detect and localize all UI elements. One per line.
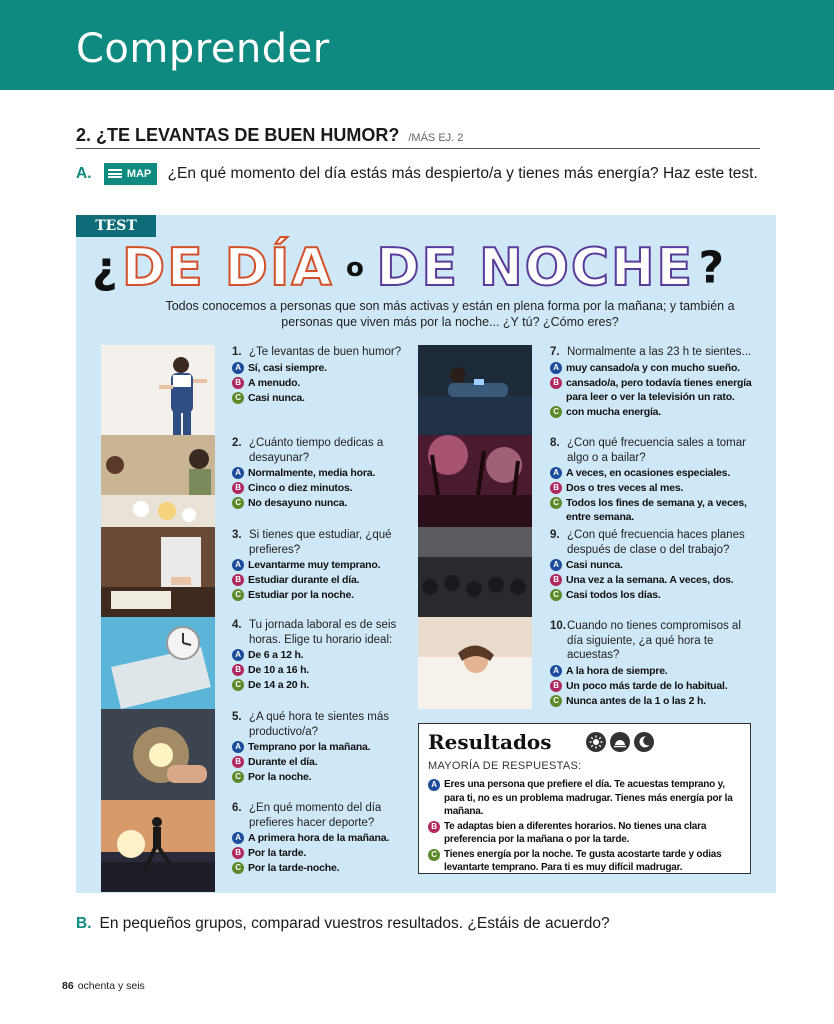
option-text: Temprano por la mañana.	[248, 741, 371, 753]
part-a-instruction	[76, 163, 766, 185]
option-text: No desayuno nunca.	[248, 497, 348, 509]
option-letter-a: A	[550, 665, 562, 677]
question-8	[550, 436, 765, 524]
option-c[interactable]	[550, 496, 765, 524]
results-subtitle: MAYORÍA DE RESPUESTAS:	[428, 760, 582, 772]
option-text: Normalmente, media hora.	[248, 467, 376, 479]
option-letter-b: B	[232, 847, 244, 859]
option-letter-a: A	[232, 832, 244, 844]
question-text: Tu jornada laboral es de seis horas. Elige tu horario ideal:	[249, 619, 397, 646]
question-5	[232, 710, 392, 784]
option-text: Por la noche.	[248, 771, 312, 783]
part-b-letter: B.	[76, 915, 92, 932]
question-number: 7.	[550, 346, 560, 358]
option-c[interactable]	[232, 861, 397, 875]
option-a[interactable]	[232, 558, 397, 572]
result-b	[428, 820, 746, 847]
option-b[interactable]	[232, 846, 397, 860]
question-number: 3.	[232, 529, 242, 541]
question-text: Normalmente a las 23 h te sientes...	[567, 346, 752, 358]
page-number-words: ochenta y seis	[77, 980, 145, 992]
question-number: 6.	[232, 802, 242, 814]
question-text: Si tienes que estudiar, ¿qué prefieres?	[249, 529, 392, 556]
photo-woman-sofa-night	[418, 345, 532, 435]
option-text: Por la tarde.	[248, 847, 307, 859]
result-letter-a: A	[428, 779, 440, 791]
title-or: o	[345, 253, 364, 283]
sunset-icon	[610, 732, 630, 752]
question-6	[232, 801, 397, 875]
option-letter-a: A	[550, 559, 562, 571]
option-c[interactable]	[232, 588, 397, 602]
test-title	[92, 238, 772, 298]
option-letter-a: A	[550, 362, 562, 374]
question-9	[550, 528, 755, 602]
section-note: /MÁS EJ. 2	[408, 132, 464, 144]
question-7	[550, 345, 762, 419]
option-letter-c: C	[232, 679, 244, 691]
photo-laptop-clock	[101, 617, 215, 709]
option-c[interactable]	[232, 770, 392, 784]
page-footer	[62, 980, 145, 992]
results-icons	[586, 732, 654, 752]
option-letter-b: B	[232, 756, 244, 768]
option-letter-b: B	[232, 664, 244, 676]
option-a[interactable]	[550, 664, 755, 678]
option-a[interactable]	[232, 648, 397, 662]
results-box	[418, 723, 751, 874]
photo-concert-audience	[418, 527, 532, 617]
option-text: con mucha energía.	[566, 405, 662, 418]
option-c[interactable]	[232, 391, 412, 405]
part-b-text: En pequeños grupos, comparad vuestros resultados. ¿Estáis de acuerdo?	[99, 915, 610, 932]
result-letter-b: B	[428, 821, 440, 833]
option-text: Casi nunca.	[566, 559, 623, 571]
option-b[interactable]	[550, 481, 765, 495]
option-c[interactable]	[550, 405, 762, 419]
question-number: 5.	[232, 711, 242, 723]
option-a[interactable]	[232, 466, 397, 480]
option-b[interactable]	[232, 481, 397, 495]
result-c	[428, 848, 746, 875]
menu-icon	[108, 169, 122, 178]
option-text: Estudiar durante el día.	[248, 574, 360, 586]
question-text: ¿Con qué frecuencia sales a tomar algo o a bailar?	[567, 437, 746, 464]
title-close-question: ?	[698, 242, 725, 294]
photo-lightbulb-hand	[101, 709, 215, 800]
option-letter-c: C	[232, 497, 244, 509]
question-text: Cuando no tienes compromisos al día siguiente, ¿a qué hora te acuestas?	[567, 620, 741, 661]
option-text: Nunca antes de la 1 o las 2 h.	[566, 694, 706, 707]
option-letter-b: B	[550, 377, 562, 389]
question-text: ¿Cuánto tiempo dedicas a desayunar?	[249, 437, 384, 464]
question-10	[550, 619, 755, 708]
option-text: Casi nunca.	[248, 391, 305, 404]
option-b[interactable]	[232, 663, 397, 677]
option-letter-c: C	[232, 392, 244, 404]
option-b[interactable]	[232, 376, 412, 390]
option-letter-a: A	[232, 559, 244, 571]
part-a-letter: A.	[76, 165, 92, 182]
option-b[interactable]	[550, 679, 755, 693]
option-letter-c: C	[232, 862, 244, 874]
question-4	[232, 618, 397, 692]
question-1	[232, 345, 412, 405]
results-title: Resultados	[428, 730, 552, 754]
question-number: 2.	[232, 437, 242, 449]
option-b[interactable]	[550, 376, 762, 404]
question-text: ¿Con qué frecuencia haces planes después de clase o del trabajo?	[567, 529, 745, 556]
option-text: Durante el día.	[248, 756, 318, 768]
option-b[interactable]	[232, 755, 392, 769]
section-divider	[76, 148, 760, 149]
option-c[interactable]	[232, 496, 397, 510]
option-letter-b: B	[232, 482, 244, 494]
result-text: Tienes energía por la noche. Te gusta acostarte tarde y odias levantarte temprano. Para ti es muy difícil madrugar.	[444, 848, 722, 873]
photo-runner-sunset	[101, 800, 215, 892]
option-letter-b: B	[550, 482, 562, 494]
question-number: 9.	[550, 529, 560, 541]
option-a[interactable]	[232, 740, 392, 754]
option-b[interactable]	[550, 573, 755, 587]
option-letter-a: A	[550, 467, 562, 479]
option-text: A veces, en ocasiones especiales.	[566, 467, 731, 479]
option-a[interactable]	[550, 558, 755, 572]
result-text: Te adaptas bien a diferentes horarios. No tienes una clara preferencia por la mañana o por la tarde.	[444, 820, 707, 845]
map-badge-label: MAP	[126, 168, 152, 180]
option-letter-c: C	[550, 695, 562, 707]
moon-icon	[634, 732, 654, 752]
option-text: Dos o tres veces al mes.	[566, 482, 684, 494]
photo-woman-sleeping	[418, 617, 532, 709]
option-text: De 10 a 16 h.	[248, 664, 310, 676]
option-text: A primera hora de la mañana.	[248, 832, 390, 844]
result-text: Eres una persona que prefiere el día. Te acuestas temprano y, para ti, no es un problema madrugar. Tienes más energía por la mañana.	[444, 779, 733, 817]
results-list	[428, 778, 746, 876]
option-text: muy cansado/a y con mucho sueño.	[566, 361, 740, 374]
question-2	[232, 436, 397, 510]
test-tab: TEST	[76, 215, 156, 237]
option-letter-b: B	[232, 377, 244, 389]
result-letter-c: C	[428, 849, 440, 861]
option-a[interactable]	[550, 361, 762, 375]
option-letter-c: C	[550, 589, 562, 601]
photo-family-breakfast	[101, 435, 215, 527]
option-text: De 6 a 12 h.	[248, 649, 304, 661]
option-letter-c: C	[550, 497, 562, 509]
test-intro: Todos conocemos a personas que son más activas y están en plena forma por la mañana; y también a personas que viven más por la noche... ¿Y tú? ¿Cómo eres?	[165, 299, 735, 329]
question-number: 10.	[550, 620, 566, 632]
option-b[interactable]	[232, 573, 397, 587]
option-text: Cinco o diez minutos.	[248, 482, 353, 494]
option-letter-b: B	[550, 680, 562, 692]
option-text: Todos los fines de semana y, a veces, entre semana.	[566, 497, 747, 523]
option-letter-b: B	[232, 574, 244, 586]
option-text: Levantarme muy temprano.	[248, 559, 381, 571]
question-number: 4.	[232, 619, 242, 631]
option-letter-a: A	[232, 649, 244, 661]
option-letter-a: A	[232, 362, 244, 374]
question-number: 1.	[232, 346, 242, 358]
option-letter-a: A	[232, 741, 244, 753]
option-a[interactable]	[232, 831, 397, 845]
option-text: Una vez a la semana. A veces, dos.	[566, 574, 734, 586]
section-number: 2.	[76, 125, 92, 145]
question-text: ¿Te levantas de buen humor?	[249, 346, 402, 358]
part-b-instruction	[76, 915, 610, 933]
option-letter-b: B	[550, 574, 562, 586]
option-text: Sí, casi siempre.	[248, 361, 327, 374]
option-text: cansado/a, pero todavía tienes energía para leer o ver la televisión un rato.	[566, 376, 752, 403]
question-text: ¿A qué hora te sientes más productivo/a?	[249, 711, 389, 738]
photo-woman-morning	[101, 345, 215, 435]
option-c[interactable]	[550, 694, 755, 708]
question-text: ¿En qué momento del día prefieres hacer deporte?	[249, 802, 382, 829]
result-a	[428, 778, 746, 819]
section-title	[76, 125, 463, 146]
map-badge[interactable]	[104, 163, 157, 185]
question-number: 8.	[550, 437, 560, 449]
chapter-header	[0, 0, 834, 90]
photo-party-crowd	[418, 435, 532, 527]
option-letter-c: C	[232, 771, 244, 783]
option-text: Por la tarde-noche.	[248, 862, 340, 874]
option-text: De 14 a 20 h.	[248, 679, 310, 691]
option-a[interactable]	[232, 361, 412, 375]
option-text: Un poco más tarde de lo habitual.	[566, 679, 728, 692]
option-text: Estudiar por la noche.	[248, 589, 354, 601]
option-a[interactable]	[550, 466, 765, 480]
part-a-text: ¿En qué momento del día estás más despierto/a y tienes más energía? Haz este test.	[167, 165, 758, 182]
chapter-title: Comprender	[76, 26, 330, 72]
title-day: DE DÍA	[121, 238, 334, 298]
title-open-question: ¿	[92, 242, 118, 294]
option-letter-c: C	[232, 589, 244, 601]
sun-icon	[586, 732, 606, 752]
question-3	[232, 528, 397, 602]
option-letter-c: C	[550, 406, 562, 418]
option-c[interactable]	[232, 678, 397, 692]
option-text: A la hora de siempre.	[566, 664, 668, 677]
title-night: DE NOCHE	[376, 238, 695, 298]
option-text: A menudo.	[248, 376, 301, 389]
section-heading: ¿TE LEVANTAS DE BUEN HUMOR?	[96, 125, 400, 145]
option-c[interactable]	[550, 588, 755, 602]
photo-studying	[101, 527, 215, 617]
option-text: Casi todos los días.	[566, 589, 661, 601]
option-letter-a: A	[232, 467, 244, 479]
page-number: 86	[62, 980, 74, 992]
